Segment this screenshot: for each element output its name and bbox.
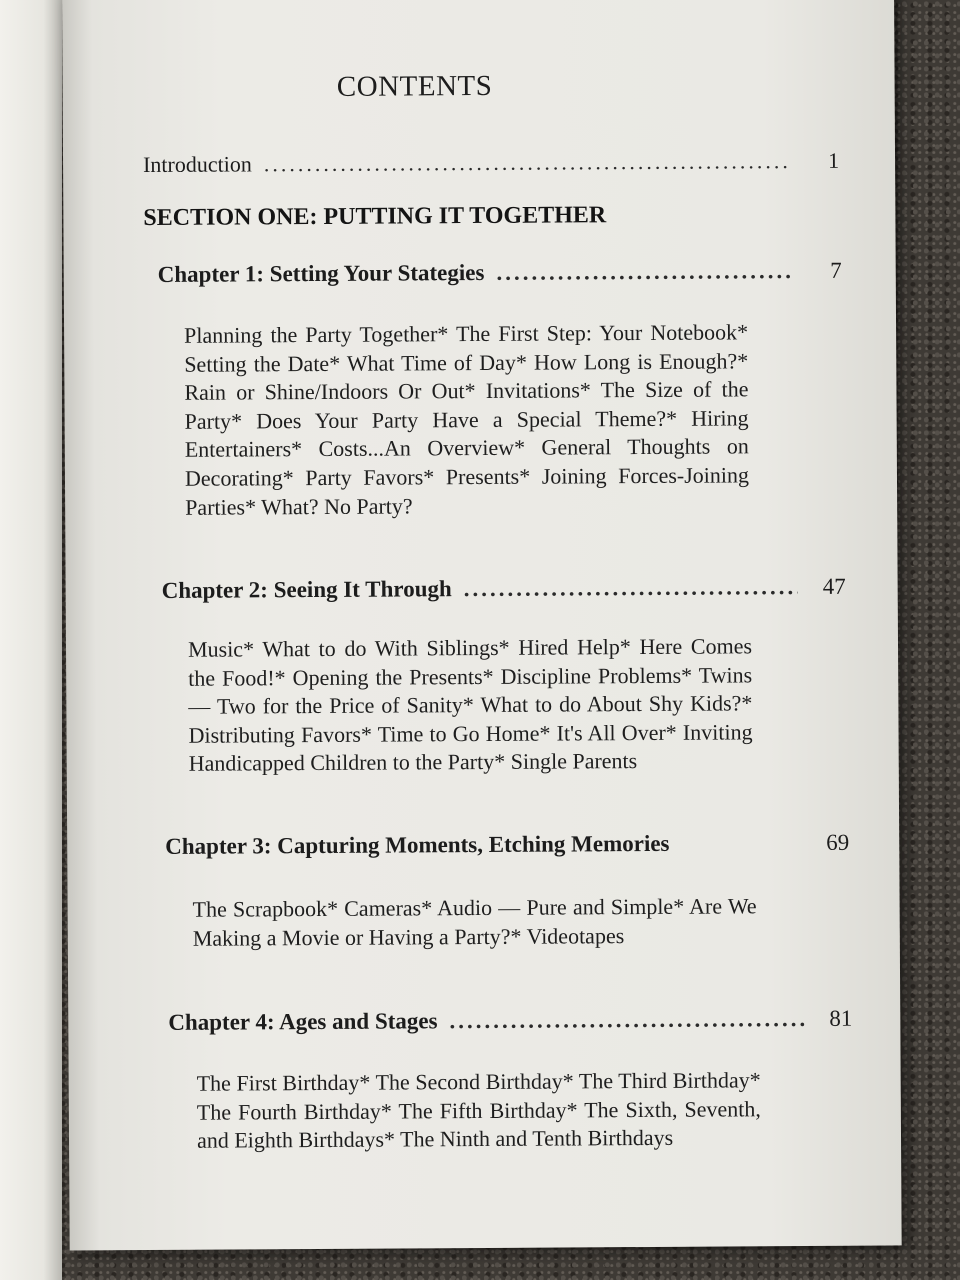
dot-leader	[464, 574, 798, 602]
facing-blank-page	[0, 0, 62, 1280]
toc-entry-chapter-3	[165, 830, 849, 860]
chapter-page-number: 7	[830, 257, 842, 283]
contents-page	[62, 0, 902, 1251]
chapter-title: Chapter 1: Setting Your Stategies	[157, 259, 485, 287]
toc-entry-introduction	[143, 148, 839, 178]
chapter-2-topics: Music* What to do With Siblings* Hired Help* Here Comes the Food!* Opening the Presents* Discipline Problems* Twins — Two for the Price of Sanity* What to do About Shy Kids?* Distributing Favors* Time to Go Home* It's All Over* Inviting Handicapped Children to the Party* Single Parents	[187, 633, 753, 777]
introduction-page-number: 1	[827, 147, 840, 173]
introduction-label: Introduction	[142, 151, 252, 178]
chapter-title: Chapter 3: Capturing Moments, Etching Memories	[165, 830, 670, 859]
chapter-4-topics: The First Birthday* The Second Birthday* The Third Birthday* The Fourth Birthday* The Fifth Birthday* The Sixth, Seventh, and Eighth Birthdays* The Ninth and Tenth Birthdays	[196, 1067, 761, 1153]
page-title: CONTENTS	[336, 69, 493, 103]
toc-entry-chapter-1	[158, 258, 842, 288]
chapter-title: Chapter 2: Seeing It Through	[161, 576, 452, 603]
chapter-page-number: 81	[829, 1005, 853, 1031]
chapter-title: Chapter 4: Ages and Stages	[168, 1008, 438, 1035]
dot-leader	[449, 1006, 804, 1034]
dot-leader	[496, 258, 793, 286]
chapter-3-topics: The Scrapbook* Cameras* Audio — Pure and Simple* Are We Making a Movie or Having a Party?* Videotapes	[192, 893, 757, 951]
chapter-page-number: 69	[826, 829, 850, 855]
toc-entry-chapter-4	[168, 1006, 852, 1036]
section-heading: SECTION ONE: PUTTING IT TOGETHER	[143, 202, 607, 232]
chapter-1-topics: Planning the Party Together* The First Step: Your Notebook* Setting the Date* What Time of Day* How Long is Enough?* Rain or Shine/Indoors Or Out* Invitations* The Size of the Party* Does Your Party Have a Special Theme?* Hiring Entertainers* Costs...An Overview* General Thoughts on Decorating* Party Favors* Presents* Joining Forces-Joining Parties* What? No Party?	[184, 319, 750, 520]
dot-leader	[264, 148, 791, 177]
chapter-page-number: 47	[822, 573, 846, 599]
toc-entry-chapter-2	[162, 574, 846, 604]
